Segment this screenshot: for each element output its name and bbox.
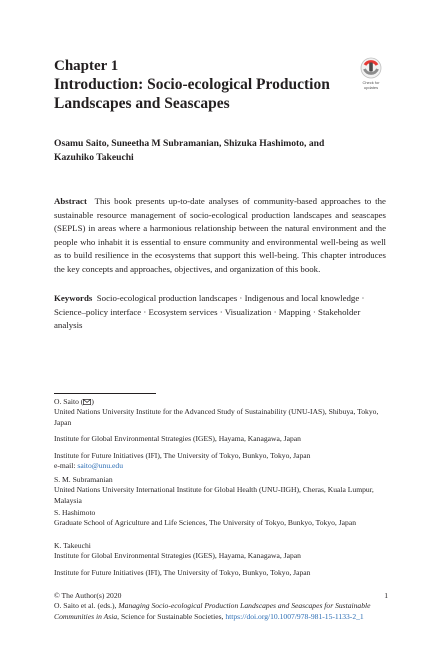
badge-label-line1: Check for	[362, 80, 380, 85]
affiliation-line: Institute for Future Initiatives (IFI), The University of Tokyo, Bunkyo, Tokyo, Japan	[54, 450, 311, 460]
author-name: S. Hashimoto	[54, 508, 96, 517]
check-updates-icon	[353, 57, 389, 81]
doi-link[interactable]: https://doi.org/10.1007/978-981-15-1133-2_1	[225, 611, 364, 621]
author-name: S. M. Subramanian	[54, 475, 113, 484]
abstract-label: Abstract	[54, 196, 87, 206]
keywords	[54, 292, 386, 333]
chapter-label: Chapter 1	[54, 58, 119, 74]
abstract	[54, 195, 386, 277]
badge-label-line2: updates	[363, 84, 379, 90]
affiliation-line: Institute for Future Initiatives (IFI), The University of Tokyo, Bunkyo, Tokyo, Japan	[54, 567, 311, 577]
book-title: Managing Socio-ecological Production Landscapes and Seascapes for Sustainable Communities in Asia	[54, 601, 371, 621]
chapter-title: Introduction: Socio-ecological Production Landscapes and Seascapes	[54, 76, 330, 112]
affiliation-line: United Nations University Institute for the Advanced Study of Sustainability (UNU-IAS), Shibuya, Tokyo, Japan	[54, 407, 379, 427]
affiliation-subramanian	[54, 475, 386, 506]
check-for-updates-badge[interactable]	[353, 57, 389, 95]
author-list: Osamu Saito, Suneetha M Subramanian, Shizuka Hashimoto, and Kazuhiko Takeuchi	[54, 138, 325, 163]
abstract-text: This book presents up-to-date analyses of community-based approaches to the sustainable resource management of socio-ecological production landscapes and seascapes (SEPLS) in areas where a harmonious relationship between the natural environment and the people who inhabit it is essential to ensure community and environmental well-being as well as to build resilience in the ecosystems that support this well-being. This chapter introduces the key concepts and approaches, objectives, and organization of this book.	[54, 196, 386, 274]
email-link[interactable]: saito@unu.edu	[77, 461, 123, 471]
affiliation-hashimoto	[54, 508, 386, 529]
affiliation-line: United Nations University International Institute for Global Health (UNU-IIGH), Cheras, Kuala Lumpur, Malaysia	[54, 485, 374, 505]
keywords-label: Keywords	[54, 293, 93, 303]
footnote-divider	[54, 393, 156, 394]
author-name: O. Saito ( )	[54, 397, 94, 406]
copyright: © The Author(s) 2020	[54, 591, 122, 600]
badge-label	[353, 81, 389, 90]
affiliation-saito	[54, 397, 386, 471]
citation: O. Saito et al. (eds.), Managing Socio-ecological Production Landscapes and Seascapes for Sustainable Communities in Asia, Science for Sustainable Societies, https://doi.org/10.1007/978-981-15-1133-2_1	[54, 601, 371, 621]
affiliation-line: Institute for Global Environmental Strategies (IGES), Hayama, Kanagawa, Japan	[54, 551, 301, 561]
email-line: e-mail: saito@unu.edu	[54, 461, 123, 471]
copyright-footer	[54, 591, 374, 622]
author-name: K. Takeuchi	[54, 541, 91, 550]
affiliation-takeuchi	[54, 541, 386, 578]
keywords-text: Socio-ecological production landscapes · Indigenous and local knowledge · Science–policy interface · Ecosystem services · Visualization · Mapping · Stakeholder analysis	[54, 293, 365, 331]
affiliation-line: Institute for Global Environmental Strategies (IGES), Hayama, Kanagawa, Japan	[54, 434, 301, 444]
affiliation-line: Graduate School of Agriculture and Life Sciences, The University of Tokyo, Bunkyo, Tokyo, Japan	[54, 518, 356, 528]
page-number: 1	[384, 591, 388, 600]
